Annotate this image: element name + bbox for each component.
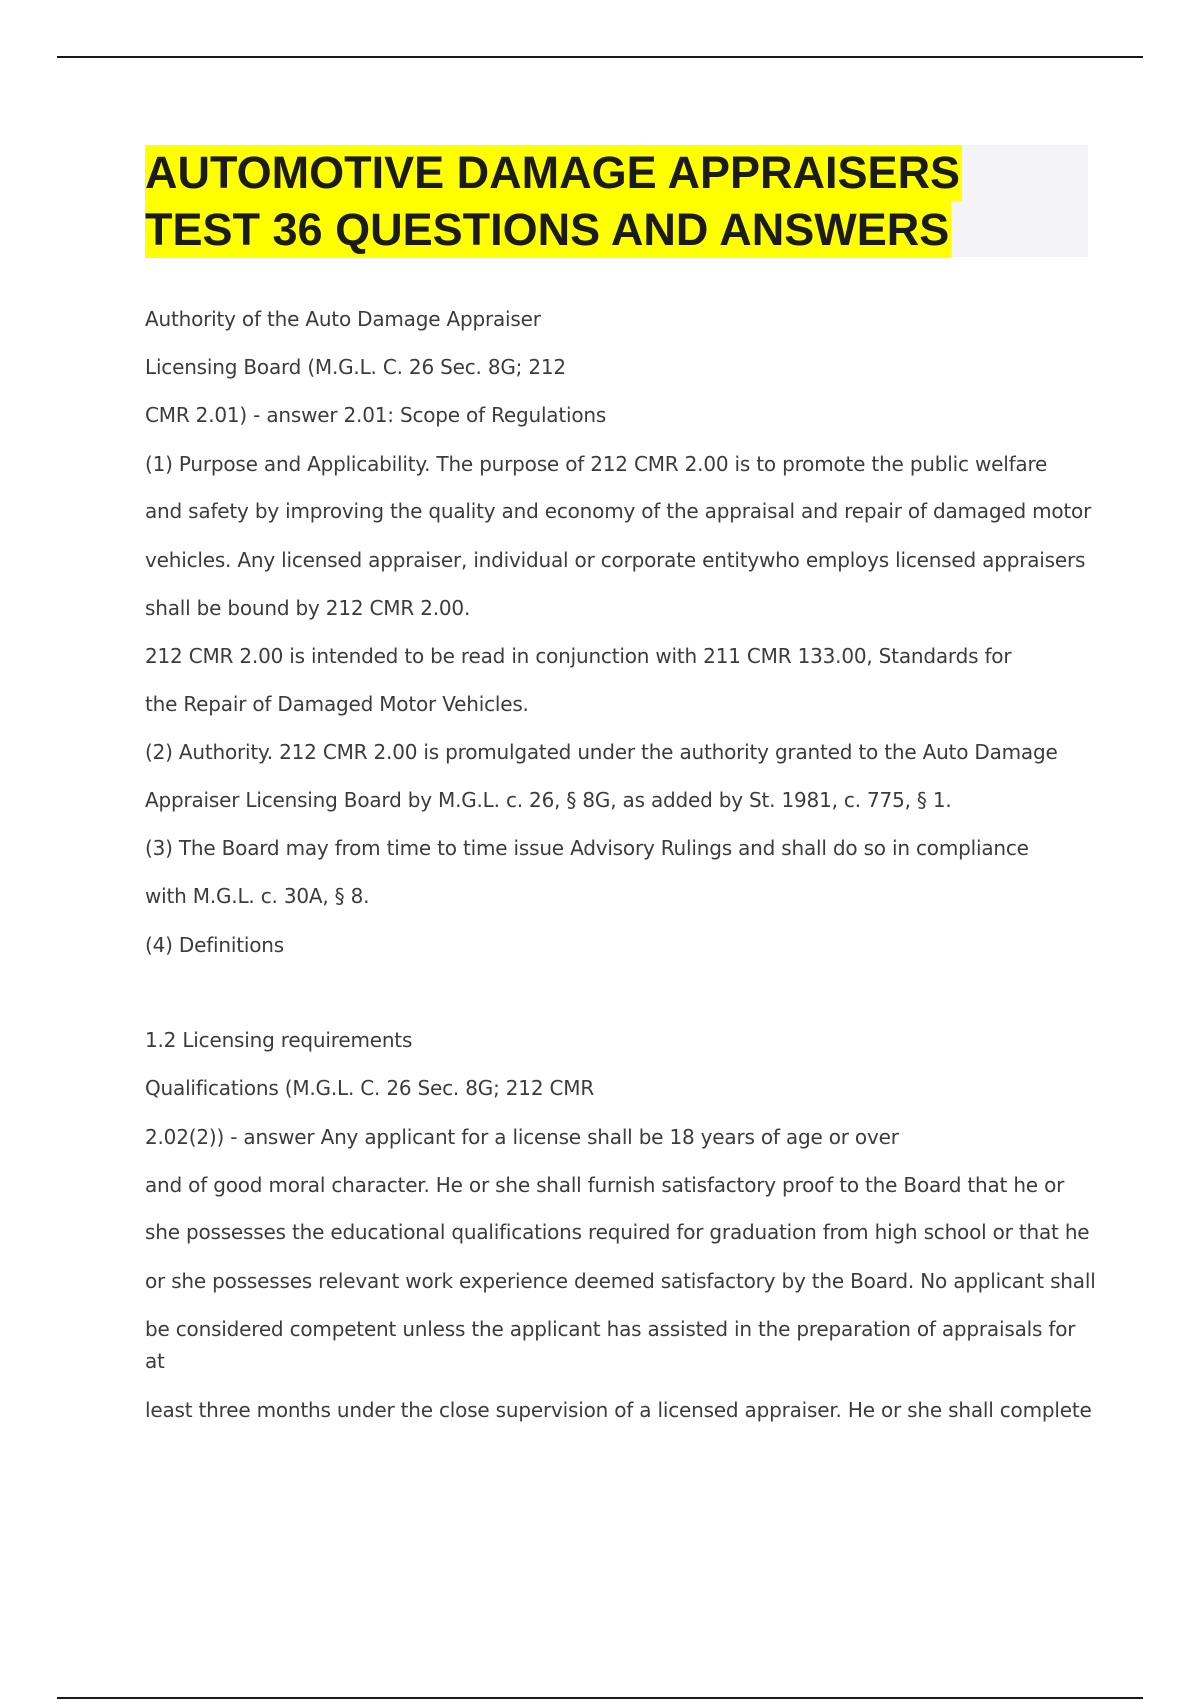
document-title-line-2: TEST 36 QUESTIONS AND ANSWERS <box>145 202 951 258</box>
body-line: with M.G.L. c. 30A, § 8. <box>145 884 370 908</box>
body-line: 2.02(2)) - answer Any applicant for a license shall be 18 years of age or over <box>145 1125 899 1149</box>
body-line: CMR 2.01) - answer 2.01: Scope of Regulations <box>145 403 607 427</box>
body-line: least three months under the close supervision of a licensed appraiser. He or she shall complete <box>145 1398 1092 1422</box>
body-line: or she possesses relevant work experience deemed satisfactory by the Board. No applicant shall <box>145 1269 1096 1293</box>
body-line: (4) Definitions <box>145 933 284 957</box>
body-line: Qualifications (M.G.L. C. 26 Sec. 8G; 212 CMR <box>145 1076 595 1100</box>
body-line: the Repair of Damaged Motor Vehicles. <box>145 692 529 716</box>
bottom-rule <box>57 1697 1143 1699</box>
section-heading: 1.2 Licensing requirements <box>145 1028 413 1052</box>
body-line: Appraiser Licensing Board by M.G.L. c. 26, § 8G, as added by St. 1981, c. 775, § 1. <box>145 788 952 812</box>
body-line: and safety by improving the quality and economy of the appraisal and repair of damaged motor <box>145 499 1092 523</box>
body-line: (2) Authority. 212 CMR 2.00 is promulgated under the authority granted to the Auto Damage <box>145 740 1058 764</box>
body-line: Licensing Board (M.G.L. C. 26 Sec. 8G; 212 <box>145 355 566 379</box>
body-line: she possesses the educational qualifications required for graduation from high school or that he <box>145 1220 1090 1244</box>
body-line: vehicles. Any licensed appraiser, individual or corporate entitywho employs licensed appraisers <box>145 548 1086 572</box>
body-line: Authority of the Auto Damage Appraiser <box>145 307 541 331</box>
body-line: 212 CMR 2.00 is intended to be read in conjunction with 211 CMR 133.00, Standards for <box>145 644 1012 668</box>
body-line: (3) The Board may from time to time issue Advisory Rulings and shall do so in compliance <box>145 836 1029 860</box>
document-title-line-1: AUTOMOTIVE DAMAGE APPRAISERS <box>145 145 962 201</box>
body-line: be considered competent unless the applicant has assisted in the preparation of appraisals for <box>145 1317 1076 1341</box>
body-line: shall be bound by 212 CMR 2.00. <box>145 596 471 620</box>
top-rule <box>57 56 1143 58</box>
body-line: at <box>145 1349 165 1373</box>
body-line: (1) Purpose and Applicability. The purpose of 212 CMR 2.00 is to promote the public welfare <box>145 452 1048 476</box>
body-line: and of good moral character. He or she shall furnish satisfactory proof to the Board that he or <box>145 1173 1065 1197</box>
